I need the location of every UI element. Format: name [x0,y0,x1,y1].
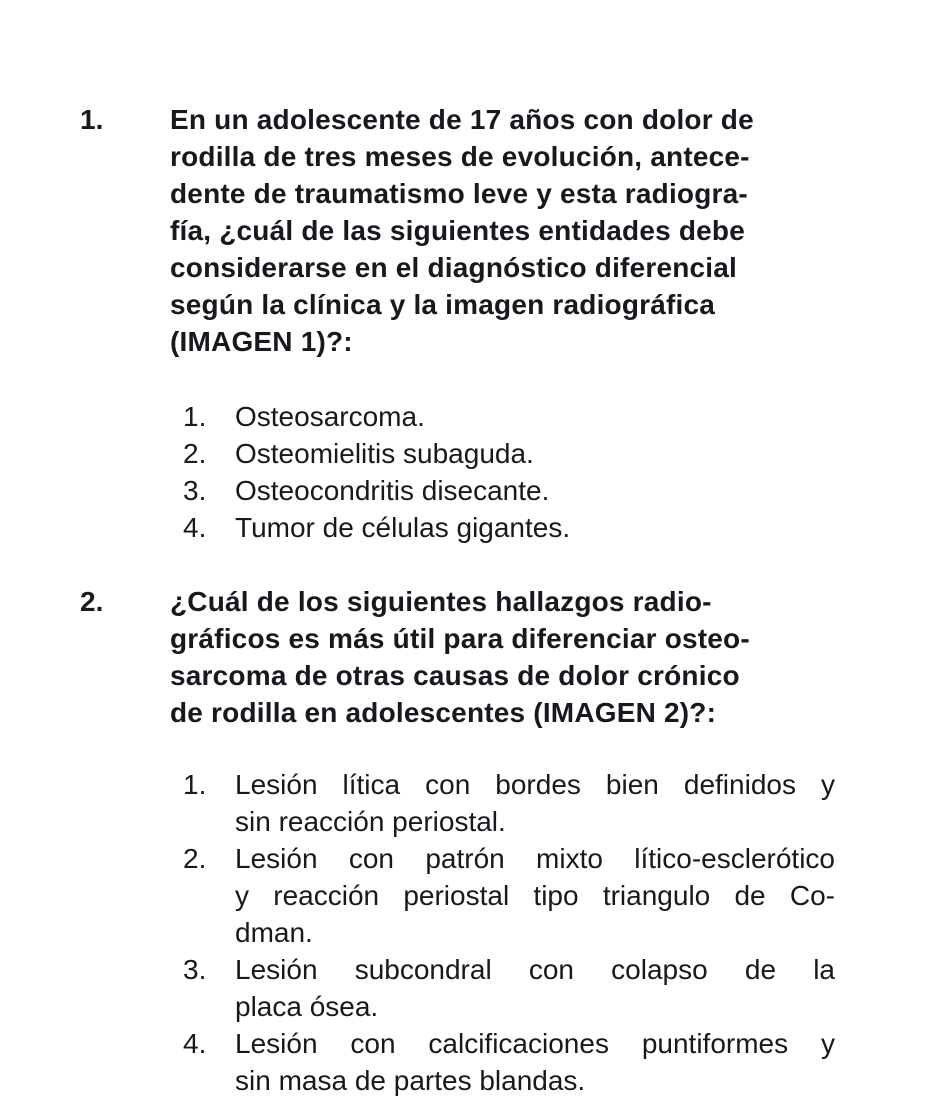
question-number: 2. [80,586,104,617]
option-item [183,472,940,509]
question-text-line: ¿Cuál de los siguientes hallazgos radio- [170,586,712,617]
question-text [170,101,860,360]
option-text [235,509,835,546]
option-item [183,951,940,1025]
option-text-line: sin masa de partes blandas. [235,1065,586,1096]
question-text-line: sarcoma de otras causas de dolor crónico [170,660,740,691]
option-text [235,435,835,472]
option-text-line: y reacción periostal tipo triangulo de Co- [235,880,835,911]
option-text [235,840,835,951]
option-text-line: placa ósea. [235,991,379,1022]
option-number: 2. [183,843,207,874]
question-text-line: rodilla de tres meses de evolución, antece- [170,141,750,172]
option-item [183,509,940,546]
option-number: 4. [183,512,207,543]
question-text-line: dente de traumatismo leve y esta radiogra- [170,178,748,209]
question-text-line: gráficos es más útil para diferenciar osteo- [170,623,750,654]
option-item [183,398,940,435]
question-text [170,583,860,731]
option-text-line: Lesión lítica con bordes bien definidos y [235,769,835,800]
option-text [235,766,835,840]
option-number: 2. [183,438,207,469]
option-text-line: Tumor de células gigantes. [235,512,571,543]
question-number: 1. [80,104,104,135]
question-text-line: fía, ¿cuál de las siguientes entidades debe [170,215,745,246]
option-text [235,951,835,1025]
question-1-options [183,398,940,546]
option-number: 4. [183,1028,207,1059]
option-text-line: sin reacción periostal. [235,806,506,837]
question-2-block [80,583,940,731]
option-item [183,840,940,951]
option-text-line: dman. [235,917,313,948]
option-text [235,1025,835,1099]
option-text [235,398,835,435]
option-number: 1. [183,769,207,800]
question-text-line: de rodilla en adolescentes (IMAGEN 2)?: [170,697,717,728]
option-text-line: Lesión con patrón mixto lítico-esclerótico [235,843,835,874]
option-number: 1. [183,401,207,432]
question-text-line: (IMAGEN 1)?: [170,326,353,357]
question-text-line: En un adolescente de 17 años con dolor de [170,104,754,135]
question-1-block [80,101,940,360]
option-text-line: Osteomielitis subaguda. [235,438,534,469]
question-text-line: considerarse en el diagnóstico diferencial [170,252,738,283]
option-text-line: Osteosarcoma. [235,401,425,432]
option-text-line: Lesión con calcificaciones puntiformes y [235,1028,835,1059]
option-item [183,766,940,840]
option-item [183,1025,940,1099]
option-text [235,472,835,509]
option-number: 3. [183,475,207,506]
option-number: 3. [183,954,207,985]
option-text-line: Lesión subcondral con colapso de la [235,954,835,985]
question-2-options [183,766,940,1099]
question-text-line: según la clínica y la imagen radiográfica [170,289,716,320]
option-item [183,435,940,472]
option-text-line: Osteocondritis disecante. [235,475,550,506]
